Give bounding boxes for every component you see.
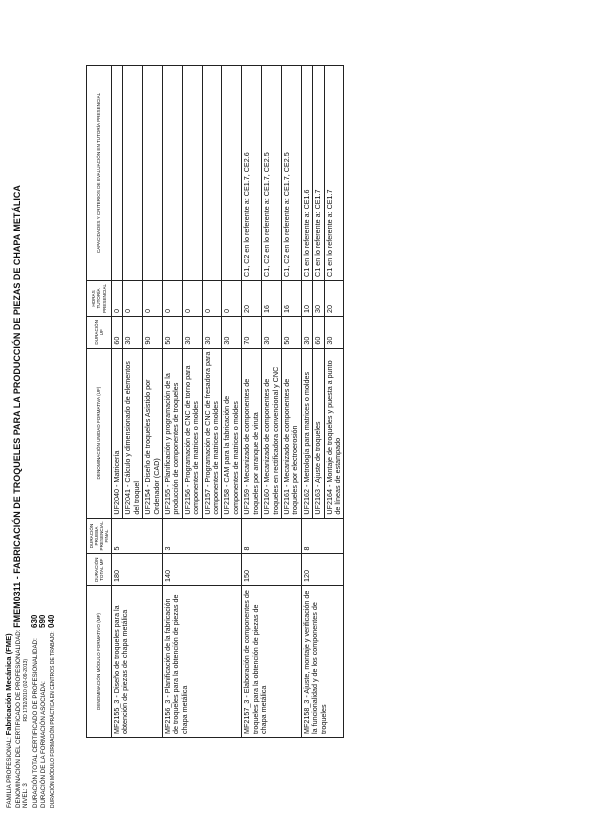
uf-name-cell: UF2156 - Programación de CNC de torno para componentes de matrices o moldes [182,348,202,518]
header-tutoria: HORAS TUTORÍA PRESENCIAL [87,280,112,316]
duracion-total-label: DURACIÓN TOTAL CERTIFICADO DE PROFESIONALIDAD: [31,638,39,808]
uf-duration-cell: 30 [202,317,222,349]
table-row [163,65,183,737]
uf-duration-cell: 70 [242,317,262,349]
uf-capacidades-cell [112,65,123,280]
uf-name-cell: UF2161 - Mecanizado de componentes de troqueles por electroerosión [281,348,301,518]
uf-duration-cell: 50 [163,317,183,349]
uf-capacidades-cell: C1, C2 en lo referente a: CE1.7, CE2.5 [281,65,301,280]
nivel-label: NIVEL: 3 [22,783,30,808]
uf-duration-cell: 60 [112,317,123,349]
uf-tutoria-cell: 20 [242,280,262,316]
familia-value: Fabricación Mecánica (FME) [4,633,13,736]
uf-duration-cell: 30 [123,317,143,349]
uf-capacidades-cell [123,65,143,280]
duracion-practicas-line [48,28,58,808]
header-duracion-uf: DURACIÓN UF [87,317,112,349]
certificado-title: - FABRICACIÓN DE TROQUELES PARA LA PRODUCCIÓN DE PIEZAS DE CHAPA METÁLICA [11,185,22,582]
uf-name-cell: UF2040 - Matricería [112,348,123,518]
uf-duration-cell: 30 [182,317,202,349]
duracion-formacion-line [39,28,48,808]
module-total-cell: 120 [301,554,344,586]
table-row [242,65,262,737]
nivel-line [22,28,31,808]
duracion-practicas-label: DURACIÓN MÓDULO FORMACIÓN PRÁCTICA EN CENTROS DE TRABAJO: [49,631,56,808]
module-prueba-cell: 3 [163,518,242,554]
uf-name-cell: UF2159 - Mecanizado de componentes de troqueles por arranque de viruta [242,348,262,518]
module-name-cell: MF2155_3 - Diseño de troqueles para la obtención de piezas de chapa metálica [112,586,163,738]
uf-duration-cell: 30 [324,317,344,349]
uf-capacidades-cell: C1 en lo referente a: CE1.7 [324,65,344,280]
uf-tutoria-cell: 0 [182,280,202,316]
uf-tutoria-cell: 0 [143,280,163,316]
uf-tutoria-cell: 0 [112,280,123,316]
module-name-cell: MF2156_3 - Planificación de la fabricación de troqueles para la obtención de piezas de chapa metálica [163,586,242,738]
uf-capacidades-cell [222,65,242,280]
header-mf: DENOMINACIÓN MÓDULO FORMATIVO (MF) [87,586,112,738]
module-prueba-cell: 5 [112,518,163,554]
uf-name-cell: UF2160 - Mecanizado de componentes de troqueles en rectificadora convencional y CNC [262,348,282,518]
uf-name-cell: UF2162 - Metrología para matrices o moldes [301,348,312,518]
header-uf: DENOMINACIÓN UNIDAD FORMATIVA (UF) [87,348,112,518]
uf-duration-cell: 30 [301,317,312,349]
uf-name-cell: UF2155 - Planificación y programación de la producción de componentes de troqueles [163,348,183,518]
duracion-total-value: 630 [29,614,39,628]
uf-capacidades-cell [163,65,183,280]
module-total-cell: 140 [163,554,242,586]
duracion-formacion-value: 590 [38,614,48,628]
uf-capacidades-cell: C1 en lo referente a: CE1.6 [301,65,312,280]
header-capacidades: CAPACIDADES Y CRITERIOS DE EVALUACIÓN EN TUTORÍA PRESENCIAL [87,65,112,280]
table-header-row [87,65,112,737]
module-total-cell: 150 [242,554,301,586]
uf-tutoria-cell: 0 [123,280,143,316]
uf-capacidades-cell [202,65,222,280]
uf-name-cell: UF2164 - Montaje de troqueles y puesta a punto de líneas de estampado [324,348,344,518]
uf-tutoria-cell: 16 [262,280,282,316]
module-total-cell: 180 [112,554,163,586]
duracion-practicas-value: 040 [46,614,56,628]
uf-duration-cell: 90 [143,317,163,349]
duracion-formacion-label: DURACIÓN DE LA FORMACIÓN ASOCIADA: [40,681,48,808]
document-header [5,28,58,808]
uf-tutoria-cell: 30 [313,280,324,316]
denominacion-label: DENOMINACIÓN DEL CERTIFICADO DE PROFESIONALIDAD: [14,629,22,808]
uf-tutoria-cell: 0 [163,280,183,316]
table-row [112,65,123,737]
module-prueba-cell: 8 [242,518,301,554]
header-prueba: DURACIÓN PRUEBA PRESENCIAL FINAL [87,518,112,554]
uf-capacidades-cell: C1, C2 en lo referente a: CE1.7, CE2.5 [262,65,282,280]
uf-capacidades-cell [143,65,163,280]
table-row [301,65,312,737]
uf-duration-cell: 30 [262,317,282,349]
uf-tutoria-cell: 16 [281,280,301,316]
uf-tutoria-cell: 20 [324,280,344,316]
header-total-mf: DURACIÓN TOTAL MF [87,554,112,586]
uf-capacidades-cell: C1, C2 en lo referente a: CE1.7, CE2.6 [242,65,262,280]
rd-reference: RD 1792/2010 (02-09-2013) [23,658,30,722]
denominacion-line [11,28,23,808]
uf-name-cell: UF2154 - Diseño de troqueles Asistido por Ordenador (CAD) [143,348,163,518]
uf-name-cell: UF2157 - Programación de CNC de fresadora para componentes de matrices o moldes [202,348,222,518]
module-prueba-cell: 8 [301,518,344,554]
certificado-code: FMEM0311 [11,581,22,628]
familia-label: FAMILIA PROFESIONAL: [6,737,13,808]
uf-tutoria-cell: 10 [301,280,312,316]
module-name-cell: MF2157_3 - Elaboración de componentes de troqueles para la obtención de piezas de chapa metálica [242,586,301,738]
uf-duration-cell: 50 [281,317,301,349]
uf-name-cell: UF2158 - CAM para la fabricación de componentes de matrices o moldes [222,348,242,518]
uf-capacidades-cell [182,65,202,280]
duracion-total-line [31,28,40,808]
uf-duration-cell: 30 [222,317,242,349]
uf-name-cell: UF2041 - Cálculo y dimensionado de elementos del troquel [123,348,143,518]
modules-table [86,65,344,738]
uf-tutoria-cell: 0 [202,280,222,316]
uf-name-cell: UF2163 - Ajuste de troqueles [313,348,324,518]
uf-tutoria-cell: 0 [222,280,242,316]
module-name-cell: MF2158_3 - Ajuste, montaje y verificación de la funcionalidad y de los componentes de troqueles [301,586,344,738]
uf-duration-cell: 60 [313,317,324,349]
uf-capacidades-cell: C1 en lo referente a: CE1.7 [313,65,324,280]
